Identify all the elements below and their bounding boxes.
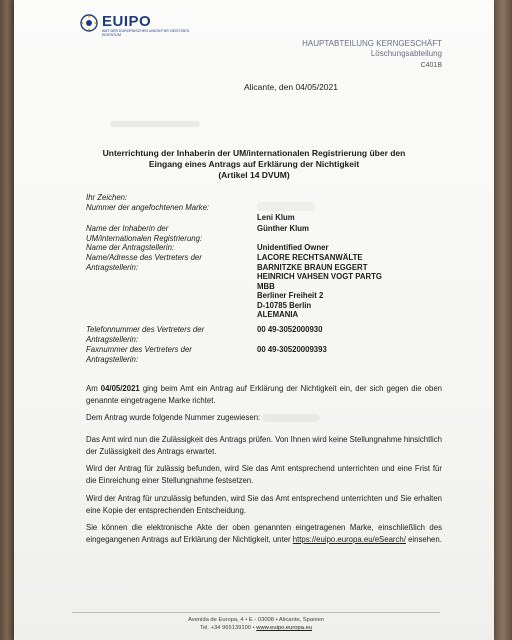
- department-sub: Löschungsabteilung: [370, 49, 442, 58]
- footer-divider: [72, 612, 440, 613]
- p6-pre: Sie können die elektronische Akte der oben genannten eingetragenen Marke, einschließlich des eingegangenen Antrags auf Erklärung der Nichtigkeit, unter: [86, 523, 442, 544]
- p1-date: 04/05/2021: [100, 384, 140, 393]
- marke-label: Nummer der angefochtenen Marke:: [86, 203, 210, 212]
- inhaber-value: Günther Klum: [257, 224, 309, 233]
- paragraph-2: [86, 412, 442, 424]
- address-line: D-10785 Berlin: [257, 300, 312, 310]
- redacted-address: [110, 121, 200, 127]
- footer-address: Avenida de Europa, 4 • E - 03008 • Alicante, Spanien: [187, 617, 325, 623]
- fax-label-2: Antragstellerin:: [86, 354, 139, 364]
- antragsteller-value: Unidentified Owner: [257, 243, 329, 252]
- vertreter-label-2: Antragstellerin:: [86, 262, 139, 272]
- paragraph-4: Wird der Antrag für zulässig befunden, wird Sie das Amt entsprechend unterrichten und eine Frist für die Einreichung einer Stellungnahme festsetzen.: [86, 464, 442, 485]
- fax-label-1: Faxnummer des Vertreters der: [86, 345, 192, 354]
- title-line-1: Unterrichtung der Inhaberin der UM/internationalen Registrierung über den: [102, 148, 406, 158]
- euipo-logo: [80, 14, 192, 37]
- address-line: LACORE RECHTSANWÄLTE: [257, 253, 363, 262]
- vertreter-address: [257, 253, 447, 320]
- fax-value: 00 49-30520009393: [257, 345, 327, 354]
- department: [302, 39, 442, 59]
- telefon-label-1: Telefonnummer des Vertreters der: [86, 325, 205, 334]
- document-title: [84, 148, 424, 181]
- telefon-label-2: Antragstellerin:: [86, 334, 139, 344]
- title-line-2: Eingang eines Antrags auf Erklärung der Nichtigkeit: [148, 159, 360, 169]
- address-line: HEINRICH VAHSEN VOGT PARTG: [257, 272, 382, 281]
- logo-name: EUIPO: [102, 13, 152, 30]
- inhaber-label-1: Name der Inhaberin der: [86, 224, 169, 233]
- redacted-case-number: [262, 414, 320, 422]
- footer-contact: [72, 624, 440, 632]
- p2-text: Dem Antrag wurde folgende Nummer zugewiesen:: [86, 413, 261, 422]
- footer: [72, 616, 440, 632]
- footer-website-link[interactable]: www.euipo.europa.eu: [256, 625, 313, 631]
- address-line: ALEMANIA: [257, 310, 299, 319]
- paragraph-5: Wird der Antrag für unzulässig befunden, wird Sie das Amt entsprechend unterrichten und Sie erhalten eine Kopie der entsprechenden Entscheidung.: [86, 494, 442, 515]
- address-line: BARNITZKE BRAUN EGGERT: [257, 262, 368, 272]
- inhaber-label-2: UM/internationalen Registrierung:: [86, 233, 203, 243]
- document-page: [14, 0, 494, 640]
- p1-pre: Am: [86, 384, 101, 393]
- address-line: MBB: [257, 281, 275, 291]
- reference-code: C401B: [420, 62, 442, 69]
- title-line-3: (Artikel 14 DVUM): [218, 170, 290, 180]
- department-main: HAUPTABTEILUNG KERNGESCHÄFT: [302, 39, 442, 48]
- footer-phone: Tel. +34 965139100 •: [199, 625, 257, 631]
- vertreter-label-1: Name/Adresse des Vertreters der: [86, 253, 202, 262]
- antragsteller-label: Name der Antragstellerin:: [86, 243, 175, 252]
- address-line: Berliner Freiheit 2: [257, 291, 324, 300]
- telefon-value: 00 49-3052000930: [257, 325, 323, 334]
- p6-post: einsehen.: [405, 534, 442, 544]
- euipo-emblem-icon: [80, 14, 98, 32]
- logo-subtitle: AMT DER EUROPÄISCHEN UNION FÜR GEISTIGES EIGENTUM: [102, 29, 190, 37]
- wood-background-right: [494, 0, 512, 640]
- ihr-zeichen-label: Ihr Zeichen:: [86, 193, 128, 202]
- mark-value: Leni Klum: [257, 213, 295, 222]
- redacted-mark-number: [257, 202, 315, 211]
- letter-date: Alicante, den 04/05/2021: [243, 82, 338, 92]
- wood-background-left: [0, 0, 14, 640]
- paragraph-3: Das Amt wird nun die Zulässigkeit des Antrags prüfen. Von Ihnen wird keine Stellungnahme hinsichtlich der Zulässigkeit des Antrags erwartet.: [86, 435, 442, 456]
- p1-post: ging beim Amt ein Antrag auf Erklärung der Nichtigkeit ein, der sich gegen die oben genannte eingetragene Marke richtet.: [86, 384, 442, 405]
- paragraph-1: [86, 383, 442, 406]
- esearch-link[interactable]: https://euipo.europa.eu/eSearch/: [292, 534, 406, 544]
- paragraph-6: [86, 522, 442, 545]
